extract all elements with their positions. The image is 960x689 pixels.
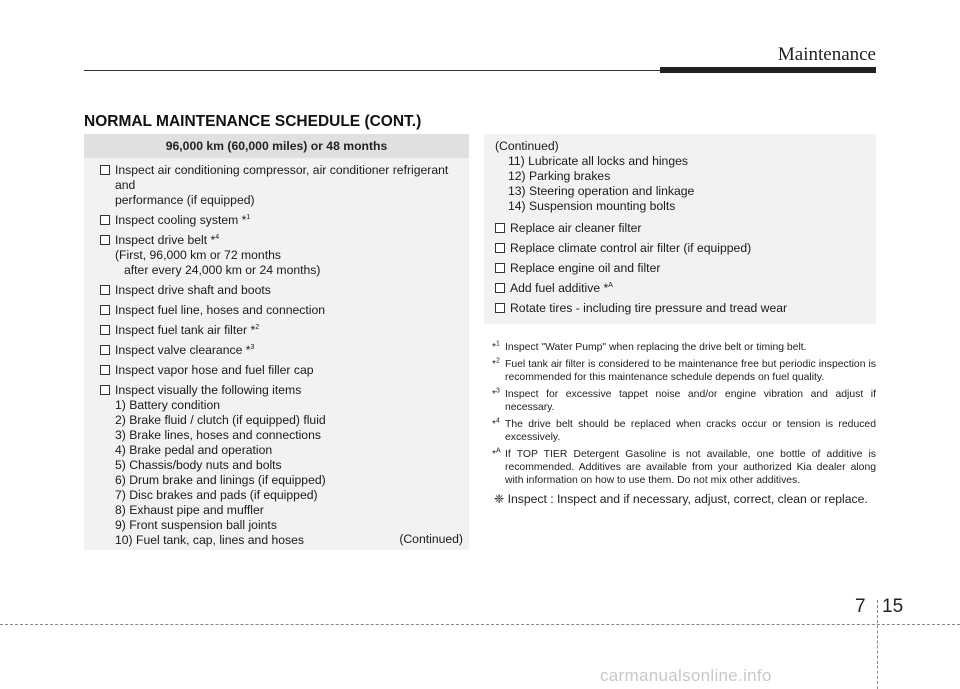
footnote-mark: *$^3$ [492,387,500,400]
checklist-item [495,261,870,276]
item-text: Inspect drive shaft and boots [115,283,271,297]
footnote-ref: 4 [215,233,220,241]
header-rule-thick [660,67,876,73]
item-subline: after every 24,000 km or 24 months) [124,263,321,277]
footnotes [484,341,876,507]
checkbox-icon [100,385,110,395]
footnote [484,358,876,384]
checklist-item [100,163,463,208]
item-subline: 11) Lubricate all locks and hinges [508,154,688,168]
item-subline: 6) Drum brake and linings (if equipped) [115,473,326,487]
checkbox-icon [495,283,505,293]
footnote-mark: *$^4$ [492,417,500,430]
checklist-item [100,283,463,298]
item-subline: (First, 96,000 km or 72 months [115,248,281,262]
checklist-item [100,233,463,278]
checklist-item [100,303,463,318]
header-title: Maintenance [777,44,876,65]
checklist-left [84,158,469,548]
footnote-text: Fuel tank air filter is considered to be maintenance free but periodic inspection is recommended for this maintenance schedule depends on fuel quality. [505,359,876,383]
footnote [484,388,876,414]
watermark: carmanualsonline.info [600,666,772,685]
item-subline: 3) Brake lines, hoses and connections [115,428,321,442]
item-text: Add fuel additive * [510,281,609,295]
continued-label: (Continued) [495,139,559,153]
continued-label: (Continued) [399,532,463,546]
item-text: Replace air cleaner filter [510,221,642,235]
checkbox-icon [495,303,505,313]
footnote-mark: *$^A$ [492,447,501,460]
continued-sublist [484,154,876,218]
interval-heading: 96,000 km (60,000 miles) or 48 months [84,134,469,158]
checklist-item [495,281,870,296]
checkbox-icon [100,305,110,315]
page-number: 15 [882,596,904,617]
item-subline: 12) Parking brakes [508,169,611,183]
item-line: Inspect air conditioning compressor, air conditioner refrigerant and [115,163,449,192]
checklist-right [484,218,876,316]
checklist-item [100,323,463,338]
item-text: Inspect fuel tank air filter * [115,323,256,337]
item-subline: 1) Battery condition [115,398,221,412]
schedule-panel-right [484,134,876,324]
checklist-item [100,363,463,378]
header-rule-thin [84,70,662,71]
item-subline: 7) Disc brakes and pads (if equipped) [115,488,318,502]
checkbox-icon [495,263,505,273]
checkbox-icon [495,223,505,233]
checkbox-icon [495,243,505,253]
checkbox-icon [100,235,110,245]
footnote-text: Inspect for excessive tappet noise and/or engine vibration and adjust if necessary. [505,389,876,413]
item-subline: 5) Chassis/body nuts and bolts [115,458,282,472]
checklist-item [100,383,463,548]
schedule-panel-left [84,134,469,550]
item-text: Inspect cooling system * [115,213,247,227]
item-subline: 10) Fuel tank, cap, lines and hoses [115,533,305,547]
checkbox-icon [100,365,110,375]
item-line: performance (if equipped) [115,193,255,207]
footnote [484,448,876,487]
footnote-text: Inspect "Water Pump" when replacing the drive belt or timing belt. [505,342,807,353]
item-subline: 13) Steering operation and linkage [508,184,695,198]
item-subline: 2) Brake fluid / clutch (if equipped) fluid [115,413,326,427]
checkbox-icon [100,165,110,175]
item-text: Inspect drive belt * [115,233,216,247]
footnote-ref: 3 [250,343,255,351]
checklist-item [495,221,870,236]
item-text: Inspect vapor hose and fuel filler cap [115,363,314,377]
item-subline: 9) Front suspension ball joints [115,518,277,532]
footnote-mark: *$^1$ [492,340,500,353]
footnote [484,418,876,444]
checklist-item [495,301,870,316]
footnote-ref: 1 [246,213,251,221]
checklist-item [495,241,870,256]
item-text: Replace engine oil and filter [510,261,661,275]
item-text: Inspect visually the following items [115,383,302,397]
item-text: Replace climate control air filter (if equipped) [510,241,752,255]
footnote-text: If TOP TIER Detergent Gasoline is not available, one bottle of additive is recommended. Additives are available from your authorized Kia dealer along with information on how to use them. Do not mix other additives. [505,449,876,486]
item-subline: 14) Suspension mounting bolts [508,199,676,213]
footnote [484,341,876,354]
item-text: Rotate tires - including tire pressure and tread wear [510,301,788,315]
footer-rule [0,624,960,625]
checkbox-icon [100,215,110,225]
item-subline: 4) Brake pedal and operation [115,443,273,457]
footer-divider [877,600,878,689]
checkbox-icon [100,345,110,355]
footnote-ref: A [608,281,613,289]
checkbox-icon [100,285,110,295]
checkbox-icon [100,325,110,335]
footnote-text: The drive belt should be replaced when cracks occur or tension is reduced excessively. [505,419,876,443]
inspect-definition: ❈ Inspect : Inspect and if necessary, adjust, correct, clean or replace. [494,492,868,506]
item-text: Inspect valve clearance * [115,343,251,357]
footnote-ref: 2 [255,323,260,331]
item-text: Inspect fuel line, hoses and connection [115,303,326,317]
chapter-number: 7 [855,596,866,617]
item-subline: 8) Exhaust pipe and muffler [115,503,264,517]
section-title: NORMAL MAINTENANCE SCHEDULE (CONT.) [84,113,422,130]
checklist-item [100,213,463,228]
footnote-mark: *$^2$ [492,357,500,370]
checklist-item [100,343,463,358]
